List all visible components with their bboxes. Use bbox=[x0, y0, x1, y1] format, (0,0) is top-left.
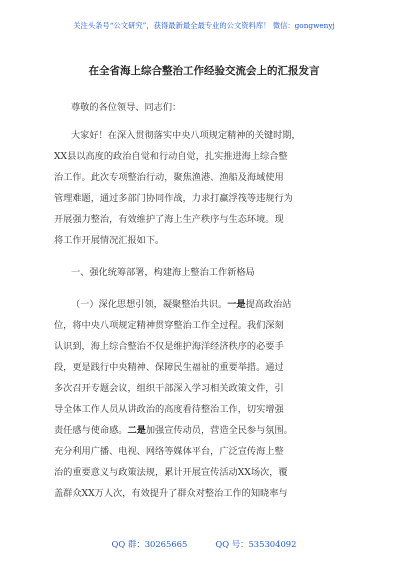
document-body bbox=[54, 97, 370, 504]
intro-line: 将工作开展情况汇报如下。 bbox=[54, 235, 165, 246]
document-title: 在全省海上综合整治工作经验交流会上的汇报发言 bbox=[88, 65, 320, 77]
footer-qq-number: QQ 号：535304092 bbox=[215, 539, 297, 549]
emphasis-line-start: 责任感与使命感。 bbox=[54, 425, 128, 436]
footer-qq-group: QQ 群：30265665 bbox=[111, 539, 188, 549]
para-line: 段，更是践行中央精神、保障民生福祉的重要举措。通过 bbox=[54, 362, 284, 373]
greeting-line: 尊敬的各位领导、同志们： bbox=[71, 102, 182, 113]
emphasis-second: 二是 bbox=[127, 425, 146, 436]
intro-line: XX县以高度的政治自觉和行动自觉，扎实推进海上综合整 bbox=[54, 151, 288, 162]
intro-line: 管理难题，通过多部门协同作战，力求打赢浮筏等违规行为 bbox=[54, 193, 293, 204]
para-line: 位，将中央八项规定精神贯穿整治工作全过程。我们深刻 bbox=[54, 320, 284, 331]
para-line: 盖群众XX万人次，有效提升了群众对整治工作的知晓率与 bbox=[54, 488, 288, 499]
section-heading: 一、强化统筹部署，构建海上整治工作新格局 bbox=[71, 267, 255, 278]
intro-line: 开展强力整治，有效维护了海上生产秩序与生态环境。现 bbox=[54, 214, 284, 225]
emphasis-line-end: 加强宣传动员，营造全民参与氛围。 bbox=[145, 425, 293, 436]
para-line: 导全体工作人员从讲政治的高度看待整治工作，切实增强 bbox=[54, 404, 284, 415]
para-line: 多次召开专题会议，组织干部深入学习相关政策文件，引 bbox=[54, 383, 284, 394]
para-line: 充分利用广播、电视、网络等媒体平台，广泛宣传海上整 bbox=[54, 446, 284, 457]
footer-contact bbox=[0, 538, 408, 550]
para-line: 治的重要意义与政策法规，累计开展宣传活动XX场次，覆 bbox=[54, 467, 288, 478]
subsection-line bbox=[54, 294, 370, 315]
para-line bbox=[54, 420, 370, 441]
subsection-prefix: （一）深化思想引领，凝聚整治共识。 bbox=[71, 299, 228, 310]
intro-line: 大家好！在深入贯彻落实中央八项规定精神的关键时期， bbox=[71, 130, 301, 141]
intro-line: 治工作。此次专项整治行动，聚焦渔港、渔船及海域使用 bbox=[54, 172, 284, 183]
para-line: 认识到，海上综合整治不仅是维护海洋经济秩序的必要手 bbox=[54, 341, 284, 352]
header-banner: 关注头条号“公文研究”，获得最新最全最专业的公文资料库！ 微信：gongwenyj bbox=[73, 21, 335, 30]
emphasis-first: 一是 bbox=[227, 299, 246, 310]
subsection-text: 提高政治站 bbox=[245, 299, 292, 310]
